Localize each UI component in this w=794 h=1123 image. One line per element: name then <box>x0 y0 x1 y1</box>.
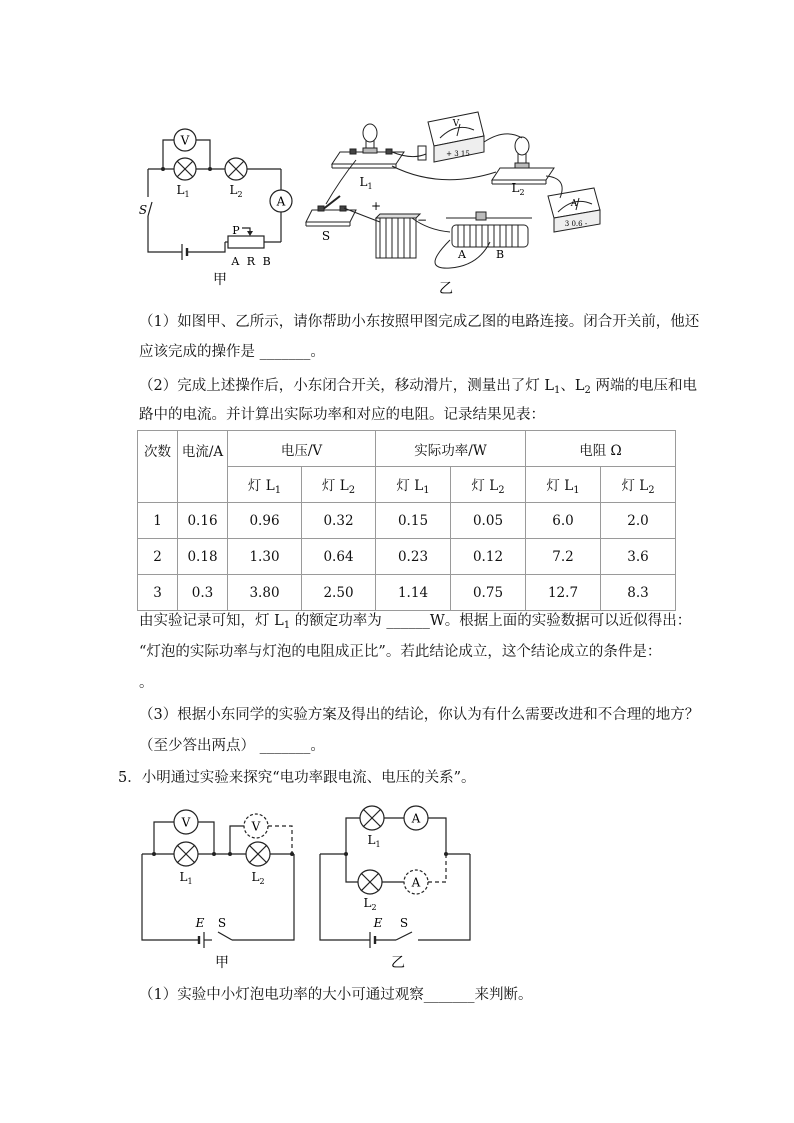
q5-sub1: （1）实验中小灯泡电功率的大小可通过观察_______来判断。 <box>139 987 533 1003</box>
jia2-lamp2-label: $L_2$ <box>251 870 265 886</box>
lamp1-label: $L_1$ <box>176 183 190 199</box>
lamp2-label: $L_2$ <box>229 183 243 199</box>
yi-ammeter-terminals: 3 0.6 - <box>564 220 588 228</box>
yi-ammeter-face: A <box>570 199 578 209</box>
slider-label: P <box>232 224 240 237</box>
figure2-caption-jia: 甲 <box>215 955 229 971</box>
figure2-caption-yi: 乙 <box>391 955 405 971</box>
subheader-voltage-l1: 灯 $L_1$ <box>228 467 302 503</box>
circuit-diagram-yi-2 <box>312 800 482 972</box>
jia2-battery-label: E <box>195 916 205 930</box>
q2-line2: 路中的电流。并计算出实际功率和对应的电阻。记录结果见表： <box>139 407 545 423</box>
q1-line1: （1）如图甲、乙所示，请你帮助小东按照甲图完成乙图的电路连接。闭合开关前，他还 <box>139 314 700 330</box>
circuit-diagram-jia-1 <box>130 118 300 290</box>
q3-line2: （至少答出两点） _______。 <box>139 738 325 754</box>
yi-rheostat-a: A <box>458 248 466 261</box>
battery-minus: − <box>416 213 428 227</box>
after-table-line3: 。 <box>139 675 154 691</box>
table-row: 2 0.18 1.30 0.64 0.23 0.12 7.2 3.6 <box>138 539 676 575</box>
yi-switch-label: S <box>321 229 331 243</box>
table-row: 1 0.16 0.96 0.32 0.15 0.05 6.0 2.0 <box>138 503 676 539</box>
after-table-line1: 由实验记录可知，灯 $L_1$ 的额定功率为 ______W。根据上面的实验数据可以近似得出： <box>139 613 692 631</box>
header-current: 电流/A <box>178 431 228 503</box>
q1-answer-blank[interactable]: _______ <box>259 344 311 360</box>
jia2-switch-label: S <box>217 916 227 930</box>
header-resistance: 电阻 Ω <box>526 431 676 467</box>
measurement-table <box>137 430 676 611</box>
voltmeter-label: V <box>180 133 190 148</box>
yi2-battery-label: E <box>373 916 383 930</box>
rheostat-labels: A R B <box>231 255 273 268</box>
subheader-power-l2: 灯 $L_2$ <box>451 467 526 503</box>
table-row: 3 0.3 3.80 2.50 1.14 0.75 12.7 8.3 <box>138 575 676 611</box>
after-table-line2: “灯泡的实际功率与灯泡的电阻成正比”。若此结论成立，这个结论成立的条件是： <box>139 644 662 660</box>
subheader-power-l1: 灯 $L_1$ <box>376 467 451 503</box>
subheader-voltage-l2: 灯 $L_2$ <box>302 467 376 503</box>
figure-caption-yi: 乙 <box>439 281 453 297</box>
yi2-switch-label: S <box>399 916 409 930</box>
yi-lamp1-label: $L_1$ <box>359 175 373 191</box>
figure-caption-jia: 甲 <box>213 272 227 288</box>
question-5-title: 5．小明通过实验来探究“电功率跟电流、电压的关系”。 <box>118 770 476 786</box>
jia2-voltmeter: V <box>181 815 191 830</box>
q1-line2: 应该完成的操作是 _______。 <box>139 344 325 360</box>
subheader-resistance-l1: 灯 $L_1$ <box>526 467 601 503</box>
apparatus-diagram-yi <box>300 100 620 300</box>
q3-answer-blank[interactable]: _______ <box>259 738 311 754</box>
q5-answer-blank[interactable]: _______ <box>423 987 475 1003</box>
header-power: 实际功率/W <box>376 431 526 467</box>
yi2-ammeter-dashed: A <box>411 875 421 890</box>
rated-power-blank[interactable]: ______ <box>386 613 430 629</box>
yi2-lamp2-label: $L_2$ <box>363 896 377 912</box>
jia2-lamp1-label: $L_1$ <box>179 870 193 886</box>
switch-label: S <box>138 203 148 217</box>
battery-plus: + <box>370 199 382 213</box>
yi-voltmeter-face: V <box>452 119 460 129</box>
q2-line1: （2）完成上述操作后，小东闭合开关，移动滑片，测量出了灯 $L_1$、$L_2$ 两端的电压和电 <box>139 378 697 396</box>
yi2-ammeter: A <box>411 811 421 826</box>
subheader-resistance-l2: 灯 $L_2$ <box>601 467 676 503</box>
jia2-voltmeter-dashed: V <box>251 819 261 834</box>
q3-line1: （3）根据小东同学的实验方案及得出的结论，你认为有什么需要改进和不合理的地方？ <box>139 707 700 723</box>
ammeter-label: A <box>276 194 286 209</box>
circuit-diagram-jia-2 <box>136 800 302 972</box>
yi-rheostat-b: B <box>495 248 505 261</box>
header-index: 次数 <box>138 431 178 503</box>
yi-voltmeter-terminals: + 3 15 <box>446 150 470 158</box>
yi-lamp2-label: $L_2$ <box>511 181 525 197</box>
yi2-lamp1-label: $L_1$ <box>367 833 381 849</box>
header-voltage: 电压/V <box>228 431 376 467</box>
